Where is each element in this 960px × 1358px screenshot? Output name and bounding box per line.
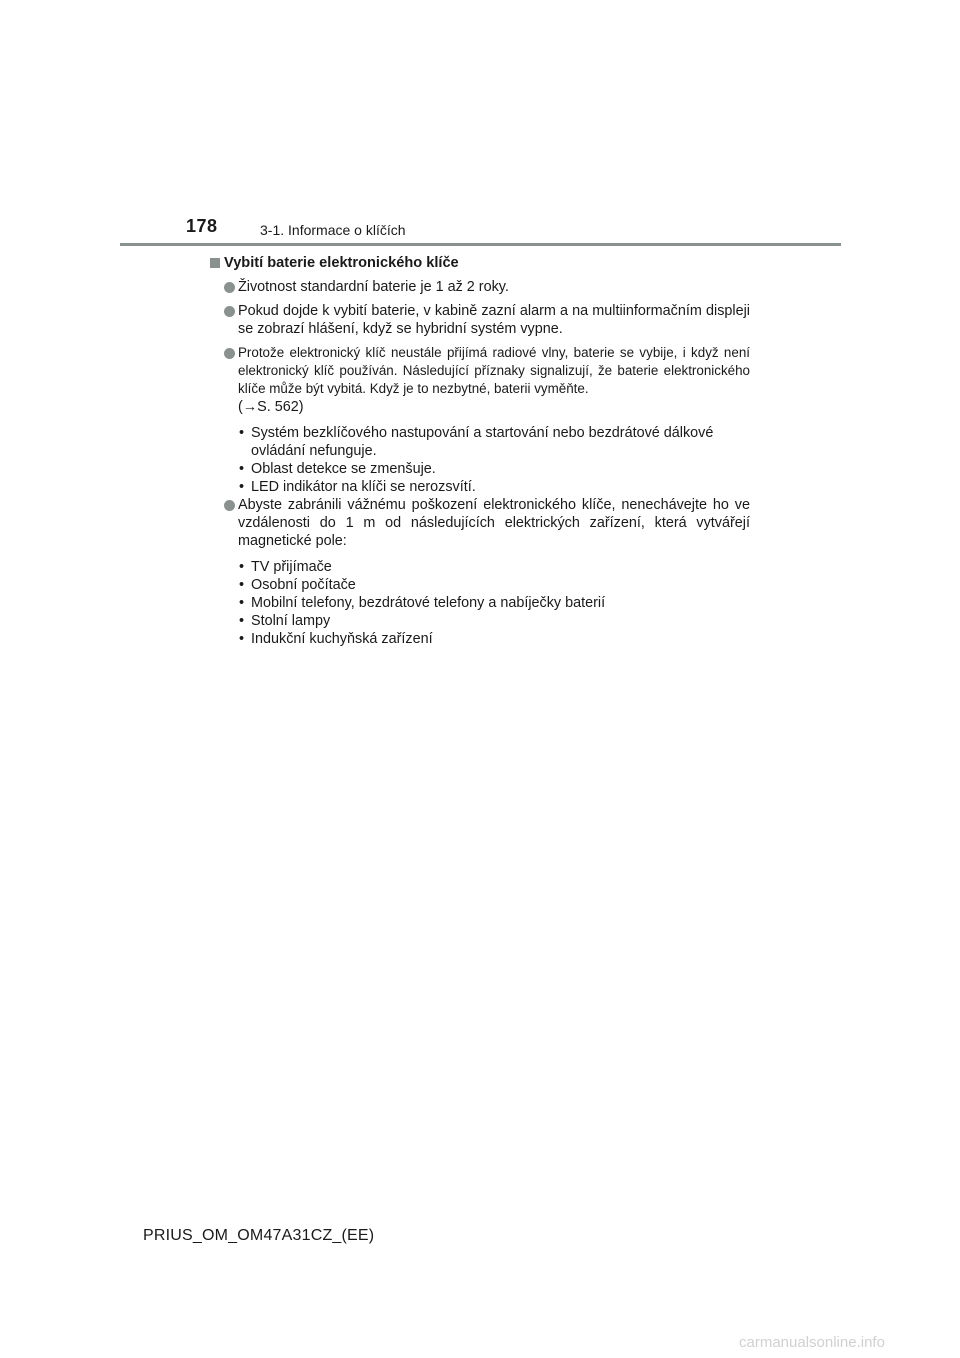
- list-item: [210, 496, 750, 550]
- main-content: [210, 254, 750, 648]
- list-item: [210, 278, 750, 296]
- square-bullet-icon: [210, 258, 220, 268]
- circle-bullet-icon: [224, 348, 235, 359]
- device-list: [238, 558, 750, 648]
- page-number: 178: [186, 216, 218, 236]
- sub-list-item: • Mobilní telefony, bezdrátové telefony a nabíječky baterií: [238, 594, 750, 612]
- symptom-list: [238, 424, 750, 496]
- sub-list-item: • Stolní lampy: [238, 612, 750, 630]
- circle-bullet-icon: [224, 306, 235, 317]
- list-item-text: Životnost standardní baterie je 1 až 2 roky.: [238, 279, 509, 295]
- sub-list-item: • Osobní počítače: [238, 576, 750, 594]
- sub-list-item: • Indukční kuchyňská zařízení: [238, 630, 750, 648]
- sub-list-item: • TV přijímače: [238, 558, 750, 576]
- sub-list-item: • Systém bezklíčového nastupování a startování nebo bezdrátové dálkové ovládání nefunguje.: [238, 424, 750, 460]
- section-heading: [210, 254, 750, 272]
- circle-bullet-icon: [224, 282, 235, 293]
- watermark: carmanualsonline.info: [739, 1334, 885, 1351]
- list-item: [210, 302, 750, 338]
- list-item: [210, 344, 750, 416]
- list-item-text: Protože elektronický klíč neustále přijímá radiové vlny, baterie se vybije, i když není elektronický klíč používán. Následující příznaky signalizují, že baterie elektronického klíče může být vybitá. Když je to nezbytné, baterii vyměňte.: [238, 345, 750, 396]
- section-heading-text: Vybití baterie elektronického klíče: [224, 255, 459, 271]
- circle-bullet-icon: [224, 500, 235, 511]
- document-code: PRIUS_OM_OM47A31CZ_(EE): [143, 1227, 375, 1244]
- sub-list-item: • LED indikátor na klíči se nerozsvítí.: [238, 478, 750, 496]
- section-title: 3-1. Informace o klíčích: [260, 222, 406, 238]
- header-divider: [120, 243, 841, 246]
- sub-list-item: • Oblast detekce se zmenšuje.: [238, 460, 750, 478]
- list-item-text: Pokud dojde k vybití baterie, v kabině zazní alarm a na multiinformačním displeji se zobrazí hlášení, když se hybridní systém vypne.: [238, 303, 750, 337]
- list-item-text: Abyste zabránili vážnému poškození elektronického klíče, nenechávejte ho ve vzdálenosti do 1 m od následujících elektrických zařízení, která vytvářejí magnetické pole:: [238, 497, 750, 549]
- page-reference: (→S. 562): [238, 399, 304, 415]
